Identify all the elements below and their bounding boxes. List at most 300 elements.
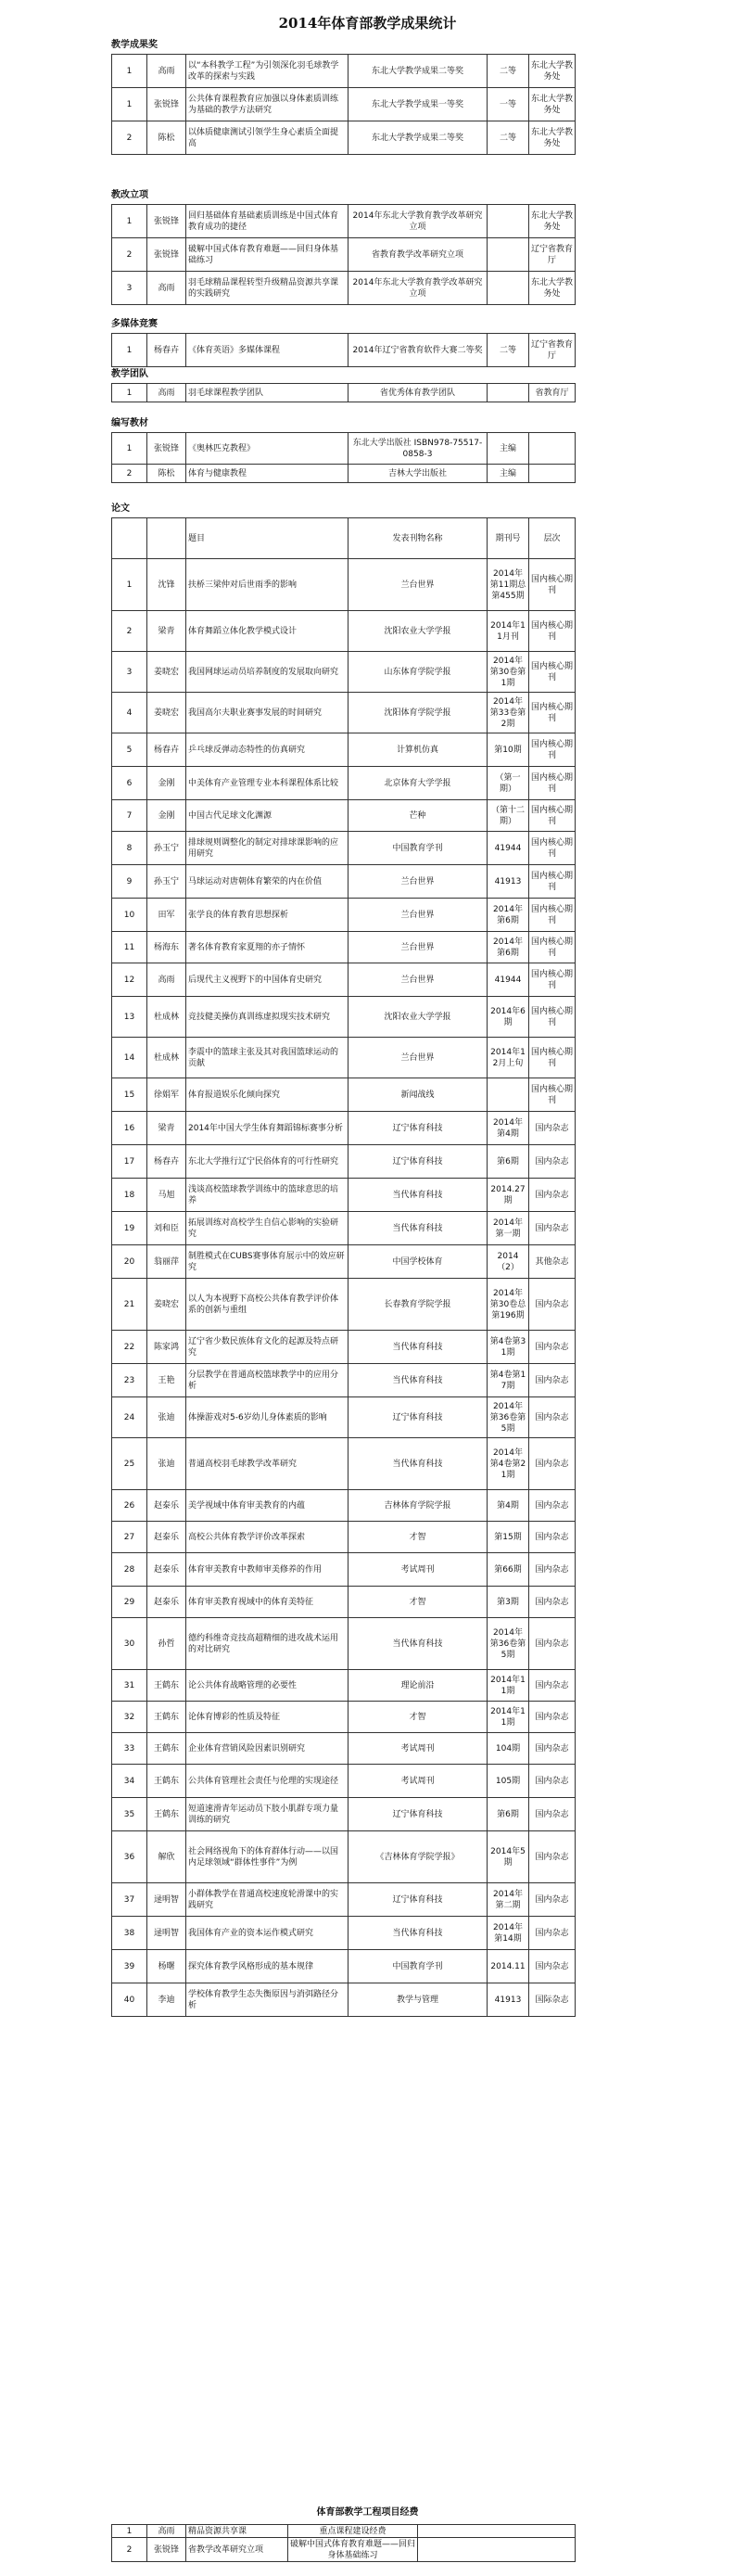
table-row <box>112 121 576 155</box>
table-row <box>112 55 576 88</box>
table-cell: 2014年辽宁省教育软件大赛二等奖 <box>348 334 488 367</box>
table-cell: 2014年5期 <box>488 1831 529 1883</box>
table-cell: 41913 <box>488 865 529 899</box>
table-cell: 陈松 <box>147 121 186 155</box>
table-row <box>112 767 576 800</box>
funding-table <box>111 2524 576 2562</box>
table-cell: 王鹤东 <box>147 1670 186 1702</box>
table-cell: 逯明智 <box>147 1917 186 1950</box>
section-table <box>111 383 576 402</box>
table-cell: 国内核心期刊 <box>529 559 576 611</box>
table-cell: 东北大学教务处 <box>529 205 576 238</box>
table-cell: 15 <box>112 1078 147 1112</box>
table-cell: 高校公共体育教学评价改革探索 <box>186 1522 348 1553</box>
table-row <box>112 611 576 652</box>
table-cell: 姜晓宏 <box>147 652 186 693</box>
table-cell: 回归基础体育基础素质训练是中国式体育教育成功的捷径 <box>186 205 348 238</box>
table-cell: 《吉林体育学院学报》 <box>348 1831 488 1883</box>
table-cell: 22 <box>112 1331 147 1364</box>
table-cell: 32 <box>112 1702 147 1733</box>
table-cell: 张锐锋 <box>147 2538 186 2562</box>
table-cell: 高雨 <box>147 384 186 402</box>
table-cell: 排球规则调整化的制定对排球课影响的应用研究 <box>186 832 348 865</box>
table-cell: 题目 <box>186 518 348 559</box>
table-cell: 19 <box>112 1212 147 1245</box>
table-row <box>112 832 576 865</box>
table-cell: 破解中国式体育教育难题——回归身体基础练习 <box>288 2538 418 2562</box>
table-cell: 赵泰乐 <box>147 1490 186 1522</box>
table-cell: 沈阳农业大学学报 <box>348 997 488 1038</box>
table-cell: 2014.27期 <box>488 1179 529 1212</box>
table-cell: 国内核心期刊 <box>529 932 576 963</box>
section-title: 教改立项 <box>111 190 148 200</box>
table-cell: 2014年11月刊 <box>488 611 529 652</box>
table-cell: 翁丽萍 <box>147 1245 186 1279</box>
table-cell: 国内核心期刊 <box>529 652 576 693</box>
table-cell: 吉林体育学院学报 <box>348 1490 488 1522</box>
table-cell: 高雨 <box>147 272 186 305</box>
table-cell: 期刊号 <box>488 518 529 559</box>
table-cell: 2014年第11期总第455期 <box>488 559 529 611</box>
table-cell: 《奥林匹克教程》 <box>186 433 348 465</box>
table-cell: 国内杂志 <box>529 1950 576 1983</box>
table-row <box>112 384 576 402</box>
table-cell: 破解中国式体育教育难题——回归身体基础练习 <box>186 238 348 272</box>
table-cell: 国内杂志 <box>529 1212 576 1245</box>
table-cell: 金刚 <box>147 800 186 832</box>
table-cell: 省优秀体育教学团队 <box>348 384 488 402</box>
table-cell: 35 <box>112 1798 147 1831</box>
table-row <box>112 693 576 733</box>
table-row <box>112 1670 576 1702</box>
table-cell: 张锐锋 <box>147 88 186 121</box>
table-cell: 体育审美教育中教师审美修养的作用 <box>186 1553 348 1587</box>
table-cell: 第6期 <box>488 1145 529 1179</box>
table-cell: 中国学校体育 <box>348 1245 488 1279</box>
table-row <box>112 1212 576 1245</box>
table-cell: 国内杂志 <box>529 1587 576 1618</box>
table-cell: 国内核心期刊 <box>529 767 576 800</box>
table-cell: 东北大学教务处 <box>529 55 576 88</box>
table-cell: 体育审美教育视域中的体育美特征 <box>186 1587 348 1618</box>
table-cell: 张迪 <box>147 1438 186 1490</box>
table-cell: 兰台世界 <box>348 1038 488 1078</box>
table-cell: 姜晓宏 <box>147 1279 186 1331</box>
table-cell: 金刚 <box>147 767 186 800</box>
table-cell: 18 <box>112 1179 147 1212</box>
table-cell: 杨海东 <box>147 932 186 963</box>
table-cell: 1 <box>112 55 147 88</box>
table-cell: 王艳 <box>147 1364 186 1397</box>
table-cell: 梁青 <box>147 1112 186 1145</box>
table-row <box>112 88 576 121</box>
table-cell: 国内杂志 <box>529 1733 576 1765</box>
table-cell: 国内杂志 <box>529 1670 576 1702</box>
table-cell: 33 <box>112 1733 147 1765</box>
table-cell: 著名体育教育家夏翔的亦子情怀 <box>186 932 348 963</box>
table-cell: 田军 <box>147 899 186 932</box>
table-cell: 当代体育科技 <box>348 1917 488 1950</box>
table-cell: 李震中的篮球主张及其对我国篮球运动的贡献 <box>186 1038 348 1078</box>
table-cell: 解欣 <box>147 1831 186 1883</box>
table-cell <box>529 465 576 483</box>
table-cell: 孙哲 <box>147 1618 186 1670</box>
table-cell: 第4期 <box>488 1490 529 1522</box>
table-cell: 国内杂志 <box>529 1618 576 1670</box>
table-cell: 2014年第4卷第21期 <box>488 1438 529 1490</box>
table-cell: 31 <box>112 1670 147 1702</box>
table-cell: 主编 <box>488 433 529 465</box>
table-cell: 国内核心期刊 <box>529 693 576 733</box>
table-cell: 考试周刊 <box>348 1765 488 1798</box>
table-cell: 37 <box>112 1883 147 1917</box>
table-cell: 普通高校羽毛球教学改革研究 <box>186 1438 348 1490</box>
table-row <box>112 865 576 899</box>
table-cell: 张学良的体育教育思想探析 <box>186 899 348 932</box>
table-cell: 第66期 <box>488 1553 529 1587</box>
table-cell: 东北大学教务处 <box>529 272 576 305</box>
table-cell: 辽宁体育科技 <box>348 1883 488 1917</box>
table-cell: 辽宁省教育厅 <box>529 238 576 272</box>
table-cell: 陈松 <box>147 465 186 483</box>
table-row <box>112 1038 576 1078</box>
table-cell: 芒种 <box>348 800 488 832</box>
table-row <box>112 238 576 272</box>
table-cell: 国内杂志 <box>529 1522 576 1553</box>
table-cell: 2014年东北大学教育教学改革研究立项 <box>348 205 488 238</box>
table-cell: 杜成林 <box>147 1038 186 1078</box>
table-cell: 国内杂志 <box>529 1490 576 1522</box>
table-cell: 39 <box>112 1950 147 1983</box>
table-cell: 国内杂志 <box>529 1883 576 1917</box>
table-row <box>112 963 576 997</box>
table-cell: 国内核心期刊 <box>529 611 576 652</box>
table-cell: 东北大学教务处 <box>529 88 576 121</box>
table-cell: 21 <box>112 1279 147 1331</box>
table-cell: 国内杂志 <box>529 1553 576 1587</box>
table-cell: 计算机仿真 <box>348 733 488 767</box>
table-cell: 张锐锋 <box>147 205 186 238</box>
table-cell: 精品资源共享课 <box>186 2525 288 2538</box>
table-cell: 论体育博彩的性质及特征 <box>186 1702 348 1733</box>
table-cell: 1 <box>112 559 147 611</box>
table-cell: 羽毛球精品课程转型升级精品资源共享课的实践研究 <box>186 272 348 305</box>
table-cell: 探究体育教学风格形成的基本规律 <box>186 1950 348 1983</box>
table-row <box>112 1522 576 1553</box>
table-cell: 2014年第33卷第2期 <box>488 693 529 733</box>
table-cell: 国内杂志 <box>529 1438 576 1490</box>
table-cell: 11 <box>112 932 147 963</box>
table-cell: 国内杂志 <box>529 1765 576 1798</box>
table-cell: 辽宁省教育厅 <box>529 334 576 367</box>
table-cell: 杨春卉 <box>147 334 186 367</box>
table-cell: 李迪 <box>147 1983 186 2017</box>
table-row <box>112 1331 576 1364</box>
table-cell: 国际杂志 <box>529 1983 576 2017</box>
table-cell: 羽毛球课程教学团队 <box>186 384 348 402</box>
table-cell: 东北大学教学成果二等奖 <box>348 55 488 88</box>
table-cell: 国内核心期刊 <box>529 1078 576 1112</box>
table-cell: 38 <box>112 1917 147 1950</box>
table-cell: 2014年东北大学教育教学改革研究立项 <box>348 272 488 305</box>
table-cell: 2014年第6期 <box>488 899 529 932</box>
table-cell: 二等 <box>488 334 529 367</box>
table-cell: 以体质健康测试引领学生身心素质全面提高 <box>186 121 348 155</box>
table-cell: 104期 <box>488 1733 529 1765</box>
table-cell: 第4卷第31期 <box>488 1331 529 1364</box>
table-row <box>112 1702 576 1733</box>
table-cell: 杜成林 <box>147 997 186 1038</box>
table-cell: 24 <box>112 1397 147 1438</box>
table-cell <box>147 518 186 559</box>
table-row <box>112 205 576 238</box>
table-cell: 孙玉宁 <box>147 832 186 865</box>
section-title: 教学成果奖 <box>111 40 158 50</box>
table-cell: 短道速滑青年运动员下肢小肌群专项力量训练的研究 <box>186 1798 348 1831</box>
table-cell: 国内核心期刊 <box>529 1038 576 1078</box>
table-cell: 2014.11 <box>488 1950 529 1983</box>
table-cell: 吉林大学出版社 <box>348 465 488 483</box>
table-cell: 1 <box>112 2525 147 2538</box>
table-cell: 辽宁体育科技 <box>348 1798 488 1831</box>
table-cell: 省教学改革研究立项 <box>186 2538 288 2562</box>
table-cell: 2 <box>112 465 147 483</box>
table-cell: 2014年第30卷第1期 <box>488 652 529 693</box>
table-cell <box>418 2525 576 2538</box>
table-cell: 浅谈高校篮球教学训练中的篮球意思的培养 <box>186 1179 348 1212</box>
table-cell: 体育舞蹈立体化教学模式设计 <box>186 611 348 652</box>
table-row <box>112 334 576 367</box>
table-cell: 国内杂志 <box>529 1112 576 1145</box>
table-cell: 美学视域中体育审美教育的内蕴 <box>186 1490 348 1522</box>
table-cell: 第3期 <box>488 1587 529 1618</box>
table-cell: 省教育厅 <box>529 384 576 402</box>
table-cell: 国内杂志 <box>529 1397 576 1438</box>
table-cell: 2014年第6期 <box>488 932 529 963</box>
table-cell: 国内杂志 <box>529 1145 576 1179</box>
table-cell: 杨曙 <box>147 1950 186 1983</box>
table-cell: 体育报道娱乐化倾向探究 <box>186 1078 348 1112</box>
table-cell: 40 <box>112 1983 147 2017</box>
table-cell: 国内核心期刊 <box>529 963 576 997</box>
table-cell: 才智 <box>348 1587 488 1618</box>
table-cell: 兰台世界 <box>348 932 488 963</box>
table-cell: 3 <box>112 652 147 693</box>
table-cell: 3 <box>112 272 147 305</box>
table-cell: 后现代主义视野下的中国体育史研究 <box>186 963 348 997</box>
table-row <box>112 1917 576 1950</box>
table-cell: 第4卷第17期 <box>488 1364 529 1397</box>
table-row <box>112 1831 576 1883</box>
table-cell: 主编 <box>488 465 529 483</box>
section-table <box>111 333 576 367</box>
table-cell: 2 <box>112 238 147 272</box>
table-cell <box>488 205 529 238</box>
table-cell: 当代体育科技 <box>348 1618 488 1670</box>
table-cell: 东北大学出版社 ISBN978-75517-0858-3 <box>348 433 488 465</box>
table-cell: 2014年第一期 <box>488 1212 529 1245</box>
table-cell: 东北大学教务处 <box>529 121 576 155</box>
table-cell: 30 <box>112 1618 147 1670</box>
table-cell: 沈阳农业大学学报 <box>348 611 488 652</box>
table-cell: 高雨 <box>147 963 186 997</box>
section-title: 教学团队 <box>111 369 148 379</box>
table-cell <box>488 384 529 402</box>
table-row <box>112 1950 576 1983</box>
table-cell: 扶桥三梁仲对后世雨季的影响 <box>186 559 348 611</box>
table-cell <box>418 2538 576 2562</box>
table-cell: 《体育英语》多媒体课程 <box>186 334 348 367</box>
table-cell: 东北大学教学成果二等奖 <box>348 121 488 155</box>
table-cell: 山东体育学院学报 <box>348 652 488 693</box>
table-cell: 张锐锋 <box>147 238 186 272</box>
table-cell: 徐娟军 <box>147 1078 186 1112</box>
table-cell: 国内杂志 <box>529 1331 576 1364</box>
table-cell: 13 <box>112 997 147 1038</box>
table-row <box>112 2525 576 2538</box>
table-cell: 沈阳体育学院学报 <box>348 693 488 733</box>
table-cell: 辽宁体育科技 <box>348 1397 488 1438</box>
table-cell: 2014年第二期 <box>488 1883 529 1917</box>
table-row <box>112 997 576 1038</box>
table-cell: 当代体育科技 <box>348 1364 488 1397</box>
table-row <box>112 899 576 932</box>
table-cell: 17 <box>112 1145 147 1179</box>
table-cell: 2014年中国大学生体育舞蹈锦标赛事分析 <box>186 1112 348 1145</box>
table-cell: 王鹤东 <box>147 1798 186 1831</box>
table-cell: 杨春卉 <box>147 733 186 767</box>
table-cell: 36 <box>112 1831 147 1883</box>
table-cell: 竞技健美操仿真训练虚拟现实技术研究 <box>186 997 348 1038</box>
table-row <box>112 1112 576 1145</box>
table-row <box>112 433 576 465</box>
table-cell: 1 <box>112 205 147 238</box>
table-cell: 杨春卉 <box>147 1145 186 1179</box>
table-cell: 2 <box>112 611 147 652</box>
table-cell: 2014年第14期 <box>488 1917 529 1950</box>
table-cell: 当代体育科技 <box>348 1438 488 1490</box>
table-cell: 中国教育学刊 <box>348 1950 488 1983</box>
table-cell: 29 <box>112 1587 147 1618</box>
table-cell: 23 <box>112 1364 147 1397</box>
table-cell <box>529 433 576 465</box>
table-cell: 以“本科教学工程”为引领深化羽毛球教学改革的探索与实践 <box>186 55 348 88</box>
table-cell: 中美体育产业管理专业本科课程体系比较 <box>186 767 348 800</box>
table-cell: 王鹤东 <box>147 1702 186 1733</box>
table-cell: 陈家鸿 <box>147 1331 186 1364</box>
table-cell: 41944 <box>488 832 529 865</box>
section-table <box>111 204 576 305</box>
table-cell: 拓展训练对高校学生自信心影响的实验研究 <box>186 1212 348 1245</box>
table-row <box>112 1078 576 1112</box>
table-cell: 中国教育学刊 <box>348 832 488 865</box>
table-cell: 2014年11期 <box>488 1702 529 1733</box>
table-row <box>112 1587 576 1618</box>
table-cell: 2014年第36卷第5期 <box>488 1397 529 1438</box>
table-row <box>112 1883 576 1917</box>
table-row <box>112 1553 576 1587</box>
table-cell: 28 <box>112 1553 147 1587</box>
section-table <box>111 432 576 483</box>
table-cell: 企业体育营销风险因素识别研究 <box>186 1733 348 1765</box>
table-cell: 25 <box>112 1438 147 1490</box>
table-cell: 国内核心期刊 <box>529 832 576 865</box>
table-cell: 赵泰乐 <box>147 1587 186 1618</box>
table-cell: 重点课程建设经费 <box>288 2525 418 2538</box>
table-cell: 考试周刊 <box>348 1733 488 1765</box>
table-cell: 才智 <box>348 1522 488 1553</box>
table-cell: 省教育教学改革研究立项 <box>348 238 488 272</box>
table-cell: 以人为本视野下高校公共体育教学评价体系的创新与重组 <box>186 1279 348 1331</box>
table-row <box>112 465 576 483</box>
table-cell: 4 <box>112 693 147 733</box>
table-cell: 41913 <box>488 1983 529 2017</box>
table-cell: 刘和臣 <box>147 1212 186 1245</box>
table-cell: 2 <box>112 121 147 155</box>
table-row <box>112 1618 576 1670</box>
table-cell: 兰台世界 <box>348 865 488 899</box>
table-row <box>112 1145 576 1179</box>
table-cell: 才智 <box>348 1702 488 1733</box>
table-cell: 考试周刊 <box>348 1553 488 1587</box>
table-cell: 国内核心期刊 <box>529 997 576 1038</box>
table-cell: 沈锋 <box>147 559 186 611</box>
table-cell: 1 <box>112 88 147 121</box>
table-cell: （第十二期） <box>488 800 529 832</box>
table-cell: 体操游戏对5-6岁幼儿身体素质的影响 <box>186 1397 348 1438</box>
table-row <box>112 1179 576 1212</box>
table-cell: 张迪 <box>147 1397 186 1438</box>
table-cell: 辽宁体育科技 <box>348 1145 488 1179</box>
table-cell: 德约科维奇竞技高超精细的进攻战术运用的对比研究 <box>186 1618 348 1670</box>
table-cell: 2 <box>112 2538 147 2562</box>
table-row <box>112 1765 576 1798</box>
table-cell: 张锐锋 <box>147 433 186 465</box>
table-cell: 国内杂志 <box>529 1798 576 1831</box>
table-cell: 马旭 <box>147 1179 186 1212</box>
table-cell: 北京体育大学学报 <box>348 767 488 800</box>
table-cell: 7 <box>112 800 147 832</box>
table-cell: 层次 <box>529 518 576 559</box>
table-cell: 当代体育科技 <box>348 1212 488 1245</box>
table-cell: 2014（2） <box>488 1245 529 1279</box>
table-cell: 中国古代足球文化渊源 <box>186 800 348 832</box>
table-cell: 国内杂志 <box>529 1831 576 1883</box>
table-cell: 6 <box>112 767 147 800</box>
table-cell: 当代体育科技 <box>348 1179 488 1212</box>
table-cell: 第6期 <box>488 1798 529 1831</box>
table-row <box>112 1983 576 2017</box>
table-cell <box>488 272 529 305</box>
table-cell: 12 <box>112 963 147 997</box>
table-row <box>112 1279 576 1331</box>
page-title: 2014年体育部教学成果统计 <box>278 15 457 32</box>
table-cell: 国内核心期刊 <box>529 800 576 832</box>
table-cell <box>488 1078 529 1112</box>
table-row <box>112 652 576 693</box>
table-row <box>112 2538 576 2562</box>
table-cell: 国内杂志 <box>529 1279 576 1331</box>
table-cell: 2014年第36卷第5期 <box>488 1618 529 1670</box>
table-cell <box>112 518 147 559</box>
table-cell: 孙玉宁 <box>147 865 186 899</box>
table-cell: 我国高尔夫职业赛事发展的时间研究 <box>186 693 348 733</box>
table-cell: 国内杂志 <box>529 1364 576 1397</box>
table-cell: 王鹤东 <box>147 1733 186 1765</box>
table-cell: 2014年第30卷总第196期 <box>488 1279 529 1331</box>
table-cell: 高雨 <box>147 2525 186 2538</box>
table-cell: 体育与健康教程 <box>186 465 348 483</box>
